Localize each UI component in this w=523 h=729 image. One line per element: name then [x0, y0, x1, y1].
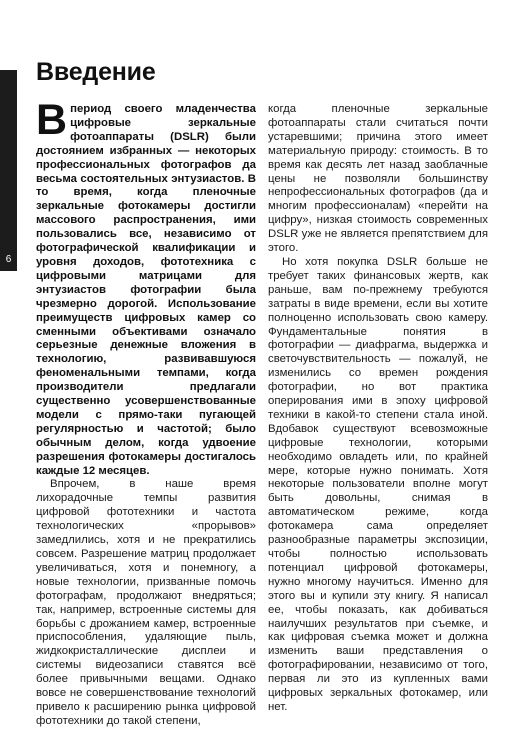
text-column-left	[36, 96, 256, 729]
chapter-tab	[0, 70, 17, 271]
lead-paragraph-text: период своего младенчества цифровые зеркальные фотоаппараты (DSLR) были достоянием избранных — некоторых профессиональных фотографов да весьма состоятельных энтузиастов. В то время, когда пленочные зеркальные фотокамеры достигли массового распространения, ими пользовались все, независимо от фотографической квалификации и уровня доходов, фототехника с цифровыми матрицами для энтузиастов фотографии была чрезмерно дорогой. Использование преимуществ цифровых камер со сменными объективами означало серьезные денежные вложения в технологию, развивавшуюся феноменальными темпами, когда производители предлагали существенно усовершенствованные модели с прямо-таки пугающей регулярностью и частотой; было обычным делом, когда удвоение разрешения фотокамеры достигалось каждые 12 месяцев.	[36, 103, 256, 477]
page-number: 6	[5, 254, 12, 265]
paragraph-2-continued: когда пленочные зеркальные фотоаппараты стали считаться почти устаревшими; причина этого имеет материальную природу: стоимость. В то время как десять лет назад заоблачные цены не позволяли большинству непрофессиональных фотографов (да и многим профессионалам) «перейти на цифру», низкая стоимость современных DSLR уже не является препятствием для этого.	[268, 103, 488, 255]
text-column-right	[268, 103, 488, 715]
paragraph-3: Но хотя покупка DSLR больше не требует таких финансовых жертв, как раньше, вам по-прежнему требуются затраты в виде времени, если вы хотите полноценно использовать свою камеру. Фундаментальные понятия в фотографии — диафрагма, выдержка и светочувствительность — пожалуй, не изменились со времен рождения фотографии, но вот практика оперирования ими в эпоху цифровой техники в какой-то степени стала иной. Вдобавок существуют всевозможные цифровые технологии, которыми необходимо овладеть или, по крайней мере, которые нужно понимать. Хотя некоторые пользователи вполне могут быть довольны, снимая в автоматическом режиме, когда фотокамера сама определяет разнообразные параметры экспозиции, чтобы полностью использовать потенциал цифровой фотокамеры, нужно многому научиться. Именно для этого вы и купили эту книгу. Я написал ее, чтобы показать, как добиваться наилучших результатов при съемке, и как цифровая съемка может и должна изменить ваши представления о фотографировании, независимо от того, первая ли это из купленных вами цифровых зеркальных фотокамер, или нет.	[268, 255, 488, 713]
lead-paragraph	[36, 96, 256, 478]
paragraph-2: Впрочем, в наше время лихорадочные темпы развития цифровой фототехники и частота технологических «прорывов» замедлились, хотя и не прекратились совсем. Разрешение матриц продолжает увеличиваться, хотя и понемногу, а новые технологии, призванные помочь фотографам, продолжают внедряться; так, например, встроенные системы для борьбы с дрожанием камер, встроенные приспособления, удаляющие пыль, жидкокристаллические дисплеи и системы видеозаписи ставятся всё более привычными вещами. Однако вовсе не совершенствование технологий привело к расширению рынка цифровой фототехники до такой степени,	[36, 478, 256, 727]
drop-cap: В	[36, 96, 68, 144]
page-title: Введение	[36, 58, 156, 86]
